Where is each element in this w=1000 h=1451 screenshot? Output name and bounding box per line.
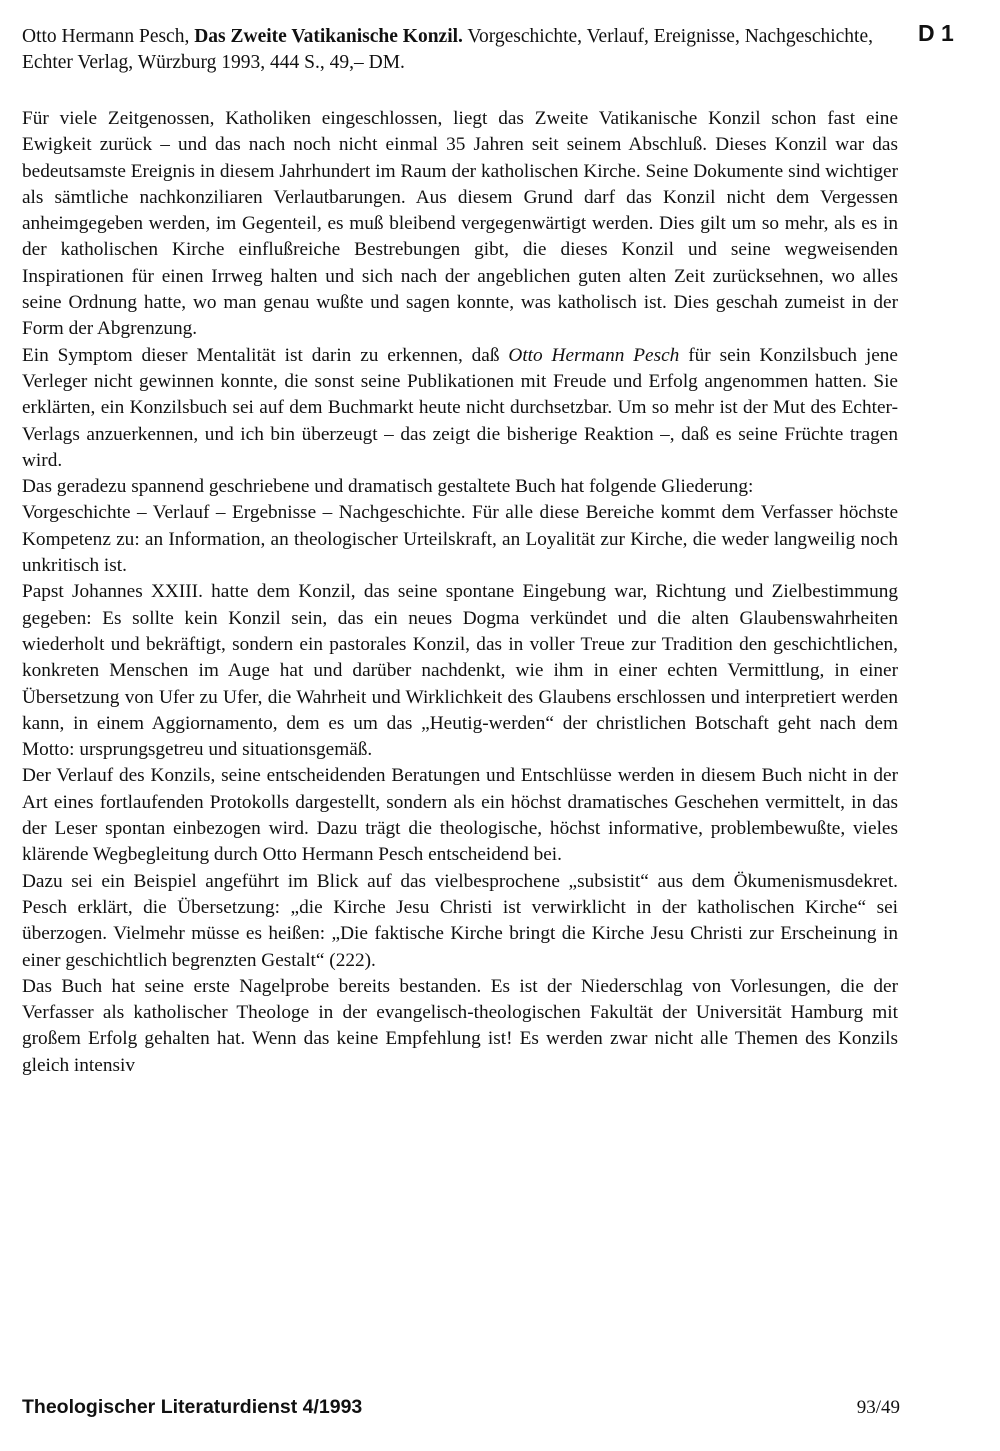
paragraph-text: Ein Symptom dieser Mentalität ist darin zu erkennen, daß bbox=[22, 344, 509, 366]
book-author: Otto Hermann Pesch, bbox=[22, 26, 195, 47]
bibliographic-header bbox=[22, 24, 902, 76]
paragraph-text: für sein Konzilsbuch jene Verleger nicht gewinnen konnte, die sonst seine Publikationen mit Freude und Erfolg angenommen hatten. Sie erklärten, ein Konzilsbuch sei auf dem Buchmarkt heute nicht durchsetzbar. Um so mehr ist der Mut des Echter-Verlags anzuerkennen, und ich bin überzeugt – das zeigt die bisherige Reaktion –, daß es seine Früchte tragen wird. bbox=[22, 344, 898, 471]
paragraph: Das Buch hat seine erste Nagelprobe bereits bestanden. Es ist der Niederschlag von Vorlesungen, die der Verfasser als katholischer Theologe in der evangelisch-theologischen Fakultät der Universität Hamburg mit großem Erfolg gehalten hat. Wenn das keine Empfehlung ist! Es werden zwar nicht alle Themen des Konzils gleich intensiv bbox=[22, 975, 898, 1076]
journal-title: Theologischer Literaturdienst 4/1993 bbox=[22, 1396, 363, 1418]
book-details: Vorgeschichte, Verlauf, Ereignisse, Nachgeschichte, Echter Verlag, Würzburg 1993, 444 S., 49,– DM. bbox=[22, 26, 874, 73]
paragraph: Vorgeschichte – Verlauf – Ergebnisse – Nachgeschichte. Für alle diese Bereiche kommt dem Verfasser höchste Kompetenz zu: an Information, an theologischer Urteilskraft, an Loyalität zur Kirche, die weder langweilig noch unkritisch ist. bbox=[22, 502, 898, 577]
page-number: 93/49 bbox=[856, 1397, 900, 1418]
book-title: Das Zweite Vatikanische Konzil. bbox=[194, 26, 463, 47]
paragraph: Dazu sei ein Beispiel angeführt im Blick auf das vielbesprochene „subsistit“ aus dem Ökumenismusdekret. Pesch erklärt, die Übersetzung: „die Kirche Jesu Christi ist verwirklicht in der katholischen Kirche“ sei überzogen. Vielmehr müsse es heißen: „Die faktische Kirche bringt die Kirche Jesu Christi zur Erscheinung in einer geschichtlich begrenzten Gestalt“ (222). bbox=[22, 870, 898, 971]
paragraph: Papst Johannes XXIII. hatte dem Konzil, das seine spontane Eingebung war, Richtung und Zielbestimmung gegeben: Es sollte kein Konzil sein, das ein neues Dogma verkündet und die alten Glaubenswahrheiten wiederholt und bekräftigt, sondern ein pastorales Konzil, das in voller Treue zur Tradition den geschichtlichen, konkreten Menschen im Auge hat und darüber nachdenkt, wie ihm in einer echten Vermittlung, in einer Übersetzung von Ufer zu Ufer, die Wahrheit und Wirklichkeit des Glaubens erschlossen und interpretiert werden kann, in einem Aggiornamento, dem es um das „Heutig-werden“ der christlichen Botschaft geht nach dem Motto: ursprungsgetreu und situationsgemäß. bbox=[22, 581, 898, 761]
review-body bbox=[22, 106, 898, 1079]
author-name-italic: Otto Hermann Pesch bbox=[508, 344, 680, 366]
paragraph: Das geradezu spannend geschriebene und dramatisch gestaltete Buch hat folgende Gliederung: bbox=[22, 476, 754, 498]
paragraph bbox=[22, 343, 898, 474]
paragraph: Für viele Zeitgenossen, Katholiken eingeschlossen, liegt das Zweite Vatikanische Konzil schon fast eine Ewigkeit zurück – und das nach noch nicht einmal 35 Jahren seit seinem Abschluß. Dieses Konzil war das bedeutsamste Ereignis in diesem Jahrhundert im Raum der katholischen Kirche. Seine Dokumente sind wichtiger als sämtliche nachkonziliaren Verlautbarungen. Aus diesem Grund darf das Konzil nicht dem Vergessen anheimgegeben werden, im Gegenteil, es muß bleibend vergegenwärtigt werden. Dies gilt um so mehr, als es in der katholischen Kirche einflußreiche Bestrebungen gibt, die dieses Konzil und seine wegweisenden Inspirationen für einen Irrweg halten und sich nach der angeblichen guten alten Zeit zurücksehnen, wo alles seine Ordnung hatte, wo man genau wußte und sagen konnte, was katholisch ist. Dies geschah zumeist in der Form der Abgrenzung. bbox=[22, 108, 898, 340]
review-code: D 1 bbox=[918, 20, 954, 46]
paragraph: Der Verlauf des Konzils, seine entscheidenden Beratungen und Entschlüsse werden in diesem Buch nicht in der Art eines fortlaufenden Protokolls dargestellt, sondern als ein höchst dramatisches Geschehen vermittelt, in das der Leser spontan einbezogen wird. Dazu trägt die theologische, höchst informative, problembewußte, vieles klärende Wegbegleitung durch Otto Hermann Pesch entscheidend bei. bbox=[22, 765, 898, 866]
